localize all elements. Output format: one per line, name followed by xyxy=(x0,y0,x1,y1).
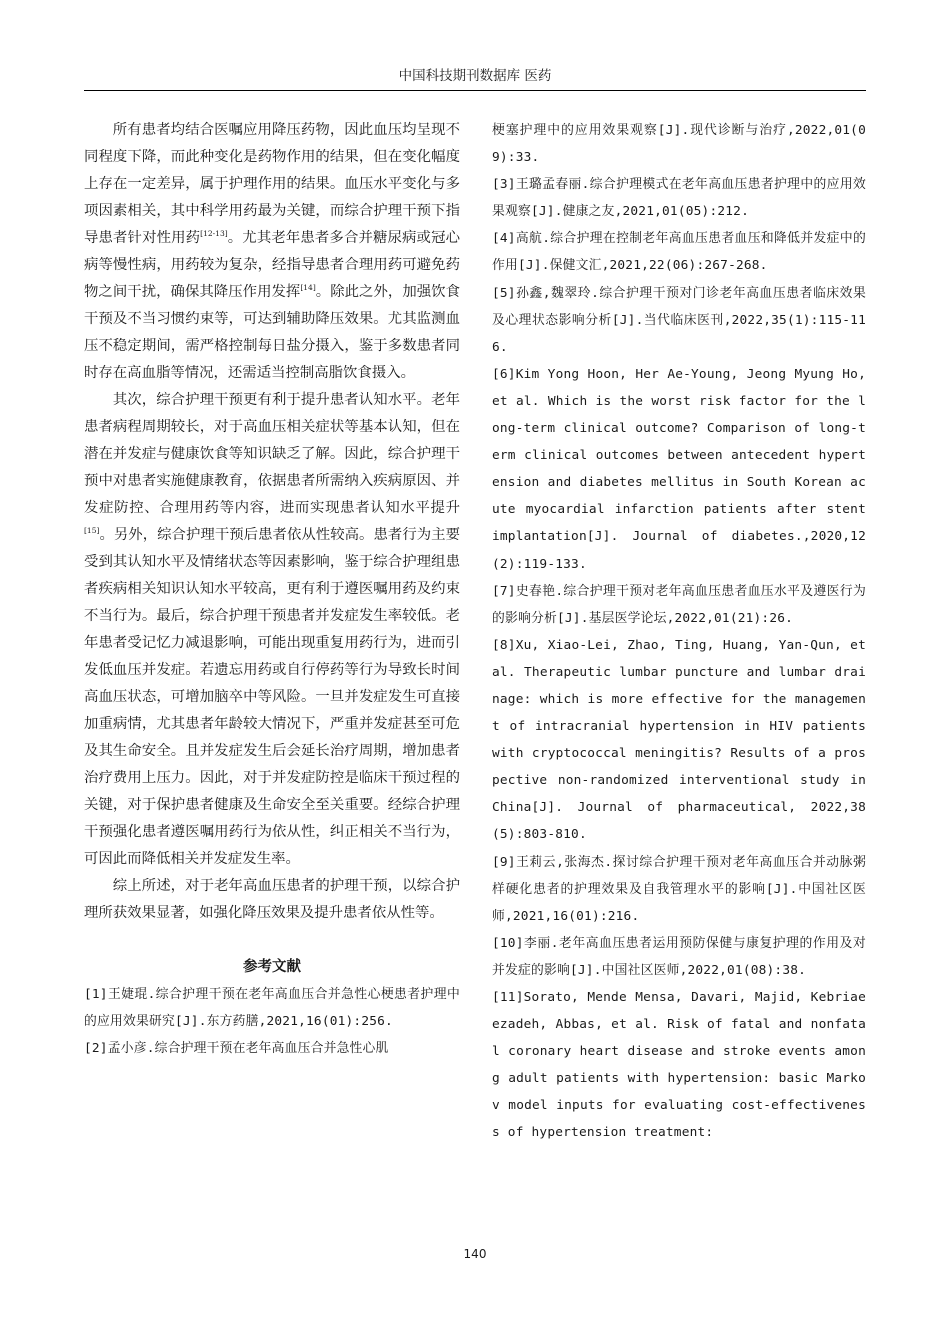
reference-entry: [8]Xu, Xiao-Lei, Zhao, Ting, Huang, Yan-Qun, et al. Therapeutic lumbar puncture and lumbar drainage: which is more effective for the management of intracranial hypertension in HIV patients with cryptococcal meningitis? Results of a prospective non-randomized interventional study in China[J]. Journal of pharmaceutical, 2022,38(5):803-810. xyxy=(492,637,866,843)
paragraph-text: 综上所述，对于老年高血压患者的护理干预，以综合护理所获效果显著，如强化降压效果及提升患者依从性等。 xyxy=(84,878,460,921)
reference-entry: [7]史春艳.综合护理干预对老年高血压患者血压水平及遵医行为的影响分析[J].基层医学论坛,2022,01(21):26. xyxy=(492,583,866,626)
reference-entry: [1]王婕琨.综合护理干预在老年高血压合并急性心梗患者护理中的应用效果研究[J].东方药膳,2021,16(01):256. xyxy=(84,987,460,1030)
paragraph-text: 所有患者均结合医嘱应用降压药物，因此血压均呈现不同程度下降，而此种变化是药物作用的结果，但在变化幅度上存在一定差异，属于护理作用的结果。血压水平变化与多项因素相关，其中科学用药最为关键，而综合护理干预下指导患者针对性用药 xyxy=(84,122,460,246)
citation-mark: [14] xyxy=(300,283,316,292)
paragraph-text: 。除此之外，加强饮食干预及不当习惯约束等，可达到辅助降压效果。尤其监测血压不稳定期间，需严格控制每日盐分摄入，鉴于多数患者同时存在高血脂等情况，还需适当控制高脂饮食摄入。 xyxy=(84,284,460,381)
reference-entry: [11]Sorato, Mende Mensa, Davari, Majid, Kebriaeezadeh, Abbas, et al. Risk of fatal and nonfatal coronary heart disease and stroke events among adult patients with hypertension: basic Markov model inputs for evaluating cost-effectiveness of hypertension treatment: xyxy=(492,990,866,1141)
reference-entry: [6]Kim Yong Hoon, Her Ae‑Young, Jeong Myung Ho, et al. Which is the worst risk factor for the long‑term clinical outcome? Comparison of long‑term clinical outcomes between antecedent hypertension and diabetes mellitus in South Korean acute myocardial infarction patients after stent implantation[J]. Journal of diabetes.,2020,12(2):119-133. xyxy=(492,366,866,572)
paragraph-text: 其次，综合护理干预更有利于提升患者认知水平。老年患者病程周期较长，对于高血压相关症状等基本认知，但在潜在并发症与健康饮食等知识缺乏了解。因此，综合护理干预中对患者实施健康教育，依据患者所需纳入疾病原因、并发症防控、合理用药等内容，进而实现患者认知水平提升 xyxy=(84,392,460,516)
reference-entry: [10]李丽.老年高血压患者运用预防保健与康复护理的作用及对并发症的影响[J].中国社区医师,2022,01(08):38. xyxy=(492,935,866,978)
reference-entry: 梗塞护理中的应用效果观察[J].现代诊断与治疗,2022,01(09):33. xyxy=(492,123,866,166)
paragraph-text: 。尤其老年患者多合并糖尿病或冠心病等慢性病，用药较为复杂，经指导患者合理用药可避免药物之间干扰，确保其降压作用发挥 xyxy=(84,230,460,300)
body-paragraph xyxy=(84,117,460,387)
reference-entry: [5]孙鑫,魏翠玲.综合护理干预对门诊老年高血压患者临床效果及心理状态影响分析[J].当代临床医刊,2022,35(1):115-116. xyxy=(492,285,866,355)
reference-entry: [9]王莉云,张海杰.探讨综合护理干预对老年高血压合并动脉粥样硬化患者的护理效果及自我管理水平的影响[J].中国社区医师,2021,16(01):216. xyxy=(492,854,866,924)
right-column xyxy=(492,117,866,1147)
paragraph-text: 。另外，综合护理干预后患者依从性较高。患者行为主要受到其认知水平及情绪状态等因素影响，鉴于综合护理组患者疾病相关知识认知水平较高，更有利于遵医嘱用药及约束不当行为。最后，综合护理干预患者并发症发生率较低。老年患者受记忆力减退影响，可能出现重复用药行为，进而引发低血压并发症。若遗忘用药或自行停药等行为导致长时间高血压状态，可增加脑卒中等风险。一旦并发症发生可直接加重病情，尤其患者年龄较大情况下，严重并发症甚至可危及其生命安全。且并发症发生后会延长治疗周期，增加患者治疗费用上压力。因此，对于并发症防控是临床干预过程的关键，对于保护患者健康及生命安全至关重要。经综合护理干预强化患者遵医嘱用药行为依从性，纠正相关不当行为，可因此而降低相关并发症发生率。 xyxy=(84,527,460,867)
reference-entry: [2]孟小彦.综合护理干预在老年高血压合并急性心肌 xyxy=(84,1041,389,1057)
body-paragraph xyxy=(84,387,460,873)
reference-entry: [3]王璐孟春丽.综合护理模式在老年高血压患者护理中的应用效果观察[J].健康之友,2021,01(05):212. xyxy=(492,177,866,220)
page-number: 140 xyxy=(463,1247,487,1261)
citation-mark: [15] xyxy=(84,526,100,535)
running-header: 中国科技期刊数据库 医药 xyxy=(84,64,866,91)
left-column xyxy=(84,117,460,1062)
body-paragraph xyxy=(84,873,460,927)
references-heading: 参考文献 xyxy=(243,959,301,975)
reference-entry: [4]高航.综合护理在控制老年高血压患者血压和降低并发症中的作用[J].保健文汇,2021,22(06):267-268. xyxy=(492,231,866,274)
citation-mark: [12-13] xyxy=(200,229,228,238)
